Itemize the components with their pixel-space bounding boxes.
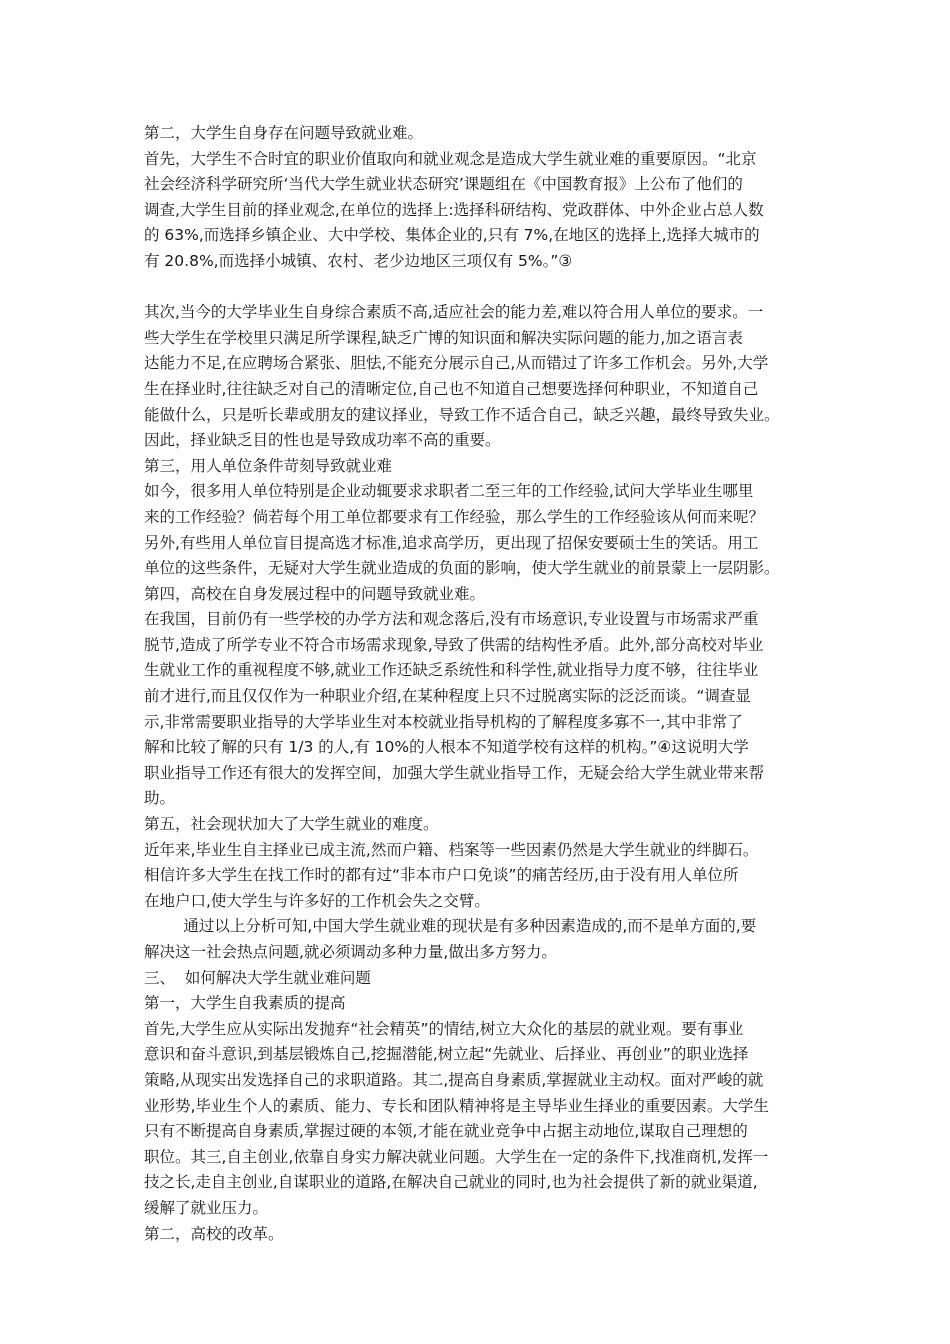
paragraph-line: 另外,有些用人单位盲目提高选才标准,追求高学历，更出现了招保安要硕士生的笑话。用工 xyxy=(144,533,759,552)
paragraph-line: 策略,从现实出发选择自己的求职道路。其二,提高自身素质,掌握就业主动权。面对严峻的就 xyxy=(144,1070,764,1089)
section-heading-three: 三、 如何解决大学生就业难问题 xyxy=(144,968,371,987)
heading-fifth: 第五，社会现状加大了大学生就业的难度。 xyxy=(144,815,439,834)
paragraph-line: 助。 xyxy=(144,789,176,808)
paragraph-line: 有 20.8%,而选择小城镇、农村、老少边地区三项仅有 5%。”③ xyxy=(144,251,573,270)
paragraph-line: 解决这一社会热点问题,就必须调动多种力量,做出多方努力。 xyxy=(144,943,557,961)
paragraph-line: 首先,大学生应从实际出发抛弃“社会精英”的情结,树立大众化的基层的就业观。要有事业 xyxy=(144,1019,744,1038)
paragraph-line: 社会经济科学研究所‘当代大学生就业状态研究’课题组在《中国教育报》上公布了他们的 xyxy=(144,175,743,194)
paragraph-line: 些大学生在学校里只满足所学课程,缺乏广博的知识面和解决实际问题的能力,加之语言表 xyxy=(144,328,743,347)
paragraph-line: 单位的这些条件，无疑对大学生就业造成的负面的影响，使大学生就业的前景蒙上一层阴影。 xyxy=(144,559,780,578)
paragraph-line: 调查,大学生目前的择业观念,在单位的选择上:选择科研结构、党政群体、中外企业占总人数 xyxy=(144,200,764,219)
paragraph-line: 技之长,走自主创业,自谋职业的道路,在解决自己就业的同时,也为社会提供了新的就业渠道, xyxy=(144,1173,758,1192)
paragraph-line: 前才进行,而且仅仅作为一种职业介绍,在某种程度上只不过脱离实际的泛泛而谈。“调查显 xyxy=(144,687,751,706)
heading-fourth: 第四，高校在自身发展过程中的问题导致就业难。 xyxy=(144,584,486,603)
paragraph-line: 缓解了就业压力。 xyxy=(144,1198,269,1217)
paragraph-line: 只有不断提高自身素质,掌握过硬的本领,才能在就业竞争中占据主动地位,谋取自己理想的 xyxy=(144,1122,748,1141)
paragraph-line: 来的工作经验？倘若每个用工单位都要求有工作经验，那么学生的工作经验该从何而来呢？ xyxy=(144,507,765,526)
heading-second: 第二，大学生自身存在问题导致就业难。 xyxy=(144,124,424,142)
paragraph-line: 示,非常需要职业指导的大学毕业生对本校就业指导机构的了解程度多寡不一,其中非常了 xyxy=(144,712,743,731)
paragraph-line: 近年来,毕业生自主择业已成主流,然而户籍、档案等一些因素仍然是大学生就业的绊脚石。 xyxy=(144,840,759,859)
document-body xyxy=(144,121,814,1247)
paragraph-line: 首先，大学生不合时宜的职业价值取向和就业观念是造成大学生就业难的重要原因。“北京 xyxy=(144,149,757,168)
paragraph-line: 生在择业时,往往缺乏对自己的清晰定位,自己也不知道自己想要选择何种职业，不知道自己 xyxy=(144,379,759,398)
paragraph-line: 脱节,造成了所学专业不符合市场需求现象,导致了供需的结构性矛盾。此外,部分高校对毕业 xyxy=(144,635,764,654)
paragraph-line: 生就业工作的重视程度不够,就业工作还缺乏系统性和科学性,就业指导力度不够，往往毕业 xyxy=(144,661,759,680)
paragraph-line: 其次,当今的大学毕业生自身综合素质不高,适应社会的能力差,难以符合用人单位的要求。一 xyxy=(144,303,764,322)
paragraph-line: 在地户口,使大学生与许多好的工作机会失之交臂。 xyxy=(144,891,490,910)
paragraph-line: 意识和奋斗意识,到基层锻炼自己,挖掘潜能,树立起“先就业、后择业、再创业”的职业选择 xyxy=(144,1045,749,1064)
paragraph-line: 相信许多大学生在找工作时的都有过“非本市户口免谈”的痛苦经历,由于没有用人单位所 xyxy=(144,866,739,885)
paragraph-line: 的 63%,而选择乡镇企业、大中学校、集体企业的,只有 7%,在地区的选择上,选择大城市的 xyxy=(144,226,760,245)
paragraph-line: 达能力不足,在应聘场合紧张、胆怯,不能充分展示自己,从而错过了许多工作机会。另外,大学 xyxy=(144,354,769,373)
paragraph-line: 通过以上分析可知,中国大学生就业难的现状是有多种因素造成的,而不是单方面的,要 xyxy=(144,917,757,936)
heading-second-reform: 第二，高校的改革。 xyxy=(144,1224,284,1243)
paragraph-line: 如今，很多用人单位特别是企业动辄要求求职者二至三年的工作经验,试问大学毕业生哪里 xyxy=(144,482,754,501)
paragraph-line: 在我国，目前仍有一些学校的办学方法和观念落后,没有市场意识,专业设置与市场需求严重 xyxy=(144,610,759,629)
heading-first: 第一，大学生自我素质的提高 xyxy=(144,994,346,1013)
paragraph-line: 职业指导工作还有很大的发挥空间，加强大学生就业指导工作，无疑会给大学生就业带来帮 xyxy=(144,763,765,782)
paragraph-line: 能做什么，只是听长辈或朋友的建议择业，导致工作不适合自己，缺乏兴趣，最终导致失业。 xyxy=(144,405,780,424)
paragraph-line: 因此，择业缺乏目的性也是导致成功率不高的重要。 xyxy=(144,431,501,450)
blank-line xyxy=(144,275,814,301)
heading-third: 第三，用人单位条件苛刻导致就业难 xyxy=(144,456,393,475)
paragraph-line: 职位。其三,自主创业,依靠自身实力解决就业问题。大学生在一定的条件下,找准商机,发挥一 xyxy=(144,1147,769,1166)
paragraph-line: 业形势,毕业生个人的素质、能力、专长和团队精神将是主导毕业生择业的重要因素。大学生 xyxy=(144,1096,769,1115)
paragraph-line: 解和比较了解的只有 1/3 的人,有 10%的人根本不知道学校有这样的机构。”④这说明大学 xyxy=(144,738,749,757)
